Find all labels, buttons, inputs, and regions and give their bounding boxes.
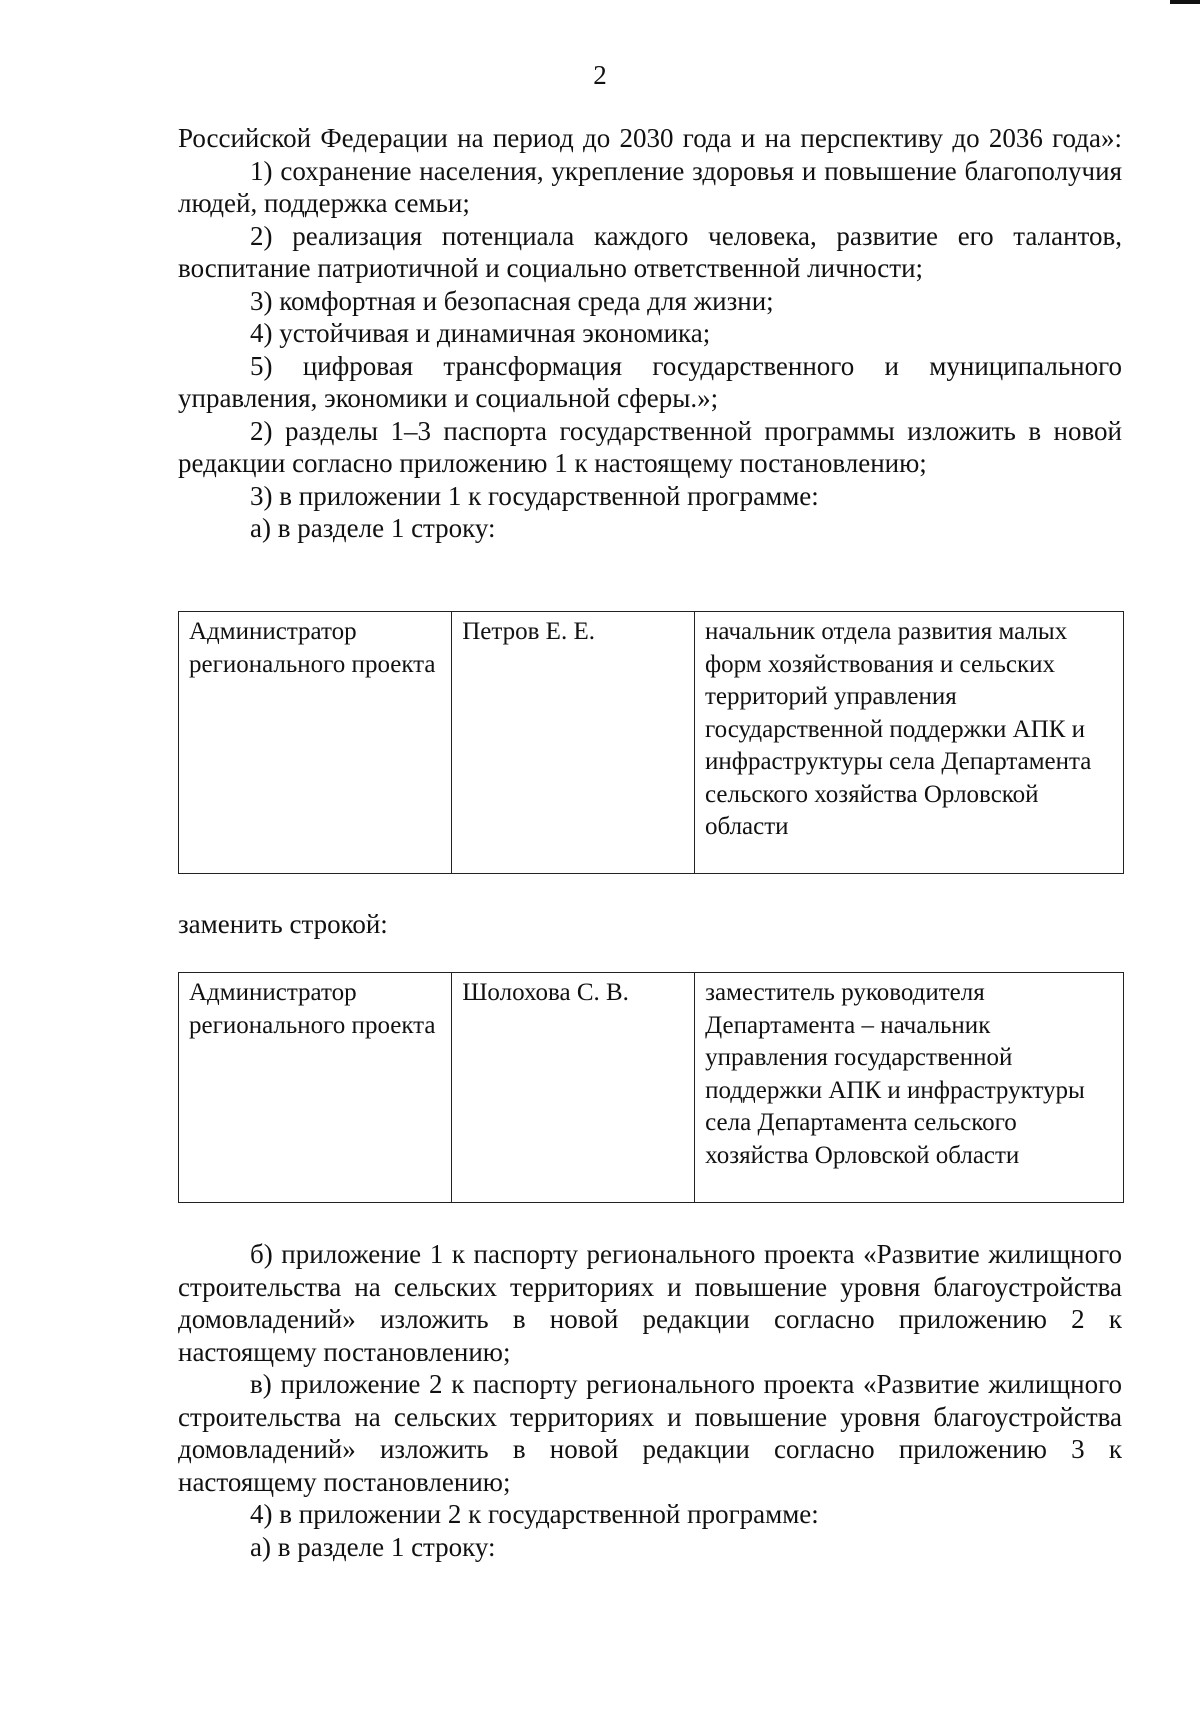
scan-edge-mark — [1170, 0, 1200, 4]
item-2-sections: 2) разделы 1–3 паспорта государственной программы изложить в новой редакции согласно приложению 1 к настоящему постановлению; — [178, 415, 1122, 478]
cell-name: Петров Е. Е. — [452, 612, 695, 874]
item-4-appendix-2: 4) в приложении 2 к государственной программе: — [250, 1499, 819, 1529]
goal-item-3: 3) комфортная и безопасная среда для жизни; — [250, 285, 774, 316]
table-new-row — [178, 972, 1124, 1203]
cell-role: Администратор регионального проекта — [179, 612, 452, 874]
body-text-upper — [178, 122, 1122, 545]
cell-name: Шолохова С. В. — [452, 973, 695, 1203]
item-3-appendix-1: 3) в приложении 1 к государственной программе: — [250, 480, 819, 511]
item-b-appendix-1: б) приложение 1 к паспорту регионального проекта «Развитие жилищного строительства на сельских территориях и повышение уровня благоустройства домовладений» изложить в новой редакции согласно приложению 2 к настоящему постановлению; — [178, 1239, 1122, 1367]
table-old-row — [178, 611, 1124, 874]
intro-paragraph: Российской Федерации на период до 2030 года и на перспективу до 2036 года»: — [178, 123, 1122, 153]
replace-label: заменить строкой: — [178, 909, 388, 939]
page-number: 2 — [593, 60, 607, 90]
item-v-appendix-2: в) приложение 2 к паспорту регионального проекта «Развитие жилищного строительства на сельских территориях и повышение уровня благоустройства домовладений» изложить в новой редакции согласно приложению 3 к настоящему постановлению; — [178, 1369, 1122, 1497]
table-row — [179, 612, 1124, 874]
goal-item-5: 5) цифровая трансформация государственного и муниципального управления, экономики и социальной сферы.»; — [178, 350, 1122, 413]
item-a-section-1: а) в разделе 1 строку: — [250, 513, 496, 543]
cell-position: начальник отдела развития малых форм хозяйствования и сельских территорий управления государственной поддержки АПК и инфраструктуры села Департамента сельского хозяйства Орловской области — [694, 612, 1123, 874]
goal-item-4: 4) устойчивая и динамичная экономика; — [250, 318, 711, 348]
goal-item-1: 1) сохранение населения, укрепление здоровья и повышение благополучия людей, поддержка семьи; — [178, 155, 1122, 218]
goal-item-2: 2) реализация потенциала каждого человека, развитие его талантов, воспитание патриотичной и социально ответственной личности; — [178, 220, 1122, 283]
cell-position: заместитель руководителя Департамента – начальник управления государственной поддержки АПК и инфраструктуры села Департамента сельского хозяйства Орловской области — [695, 973, 1124, 1203]
cell-role: Администратор регионального проекта — [179, 973, 452, 1203]
item-a-section-1-second: а) в разделе 1 строку: — [250, 1531, 496, 1562]
table-row — [179, 973, 1124, 1203]
body-text-lower — [178, 1238, 1122, 1563]
